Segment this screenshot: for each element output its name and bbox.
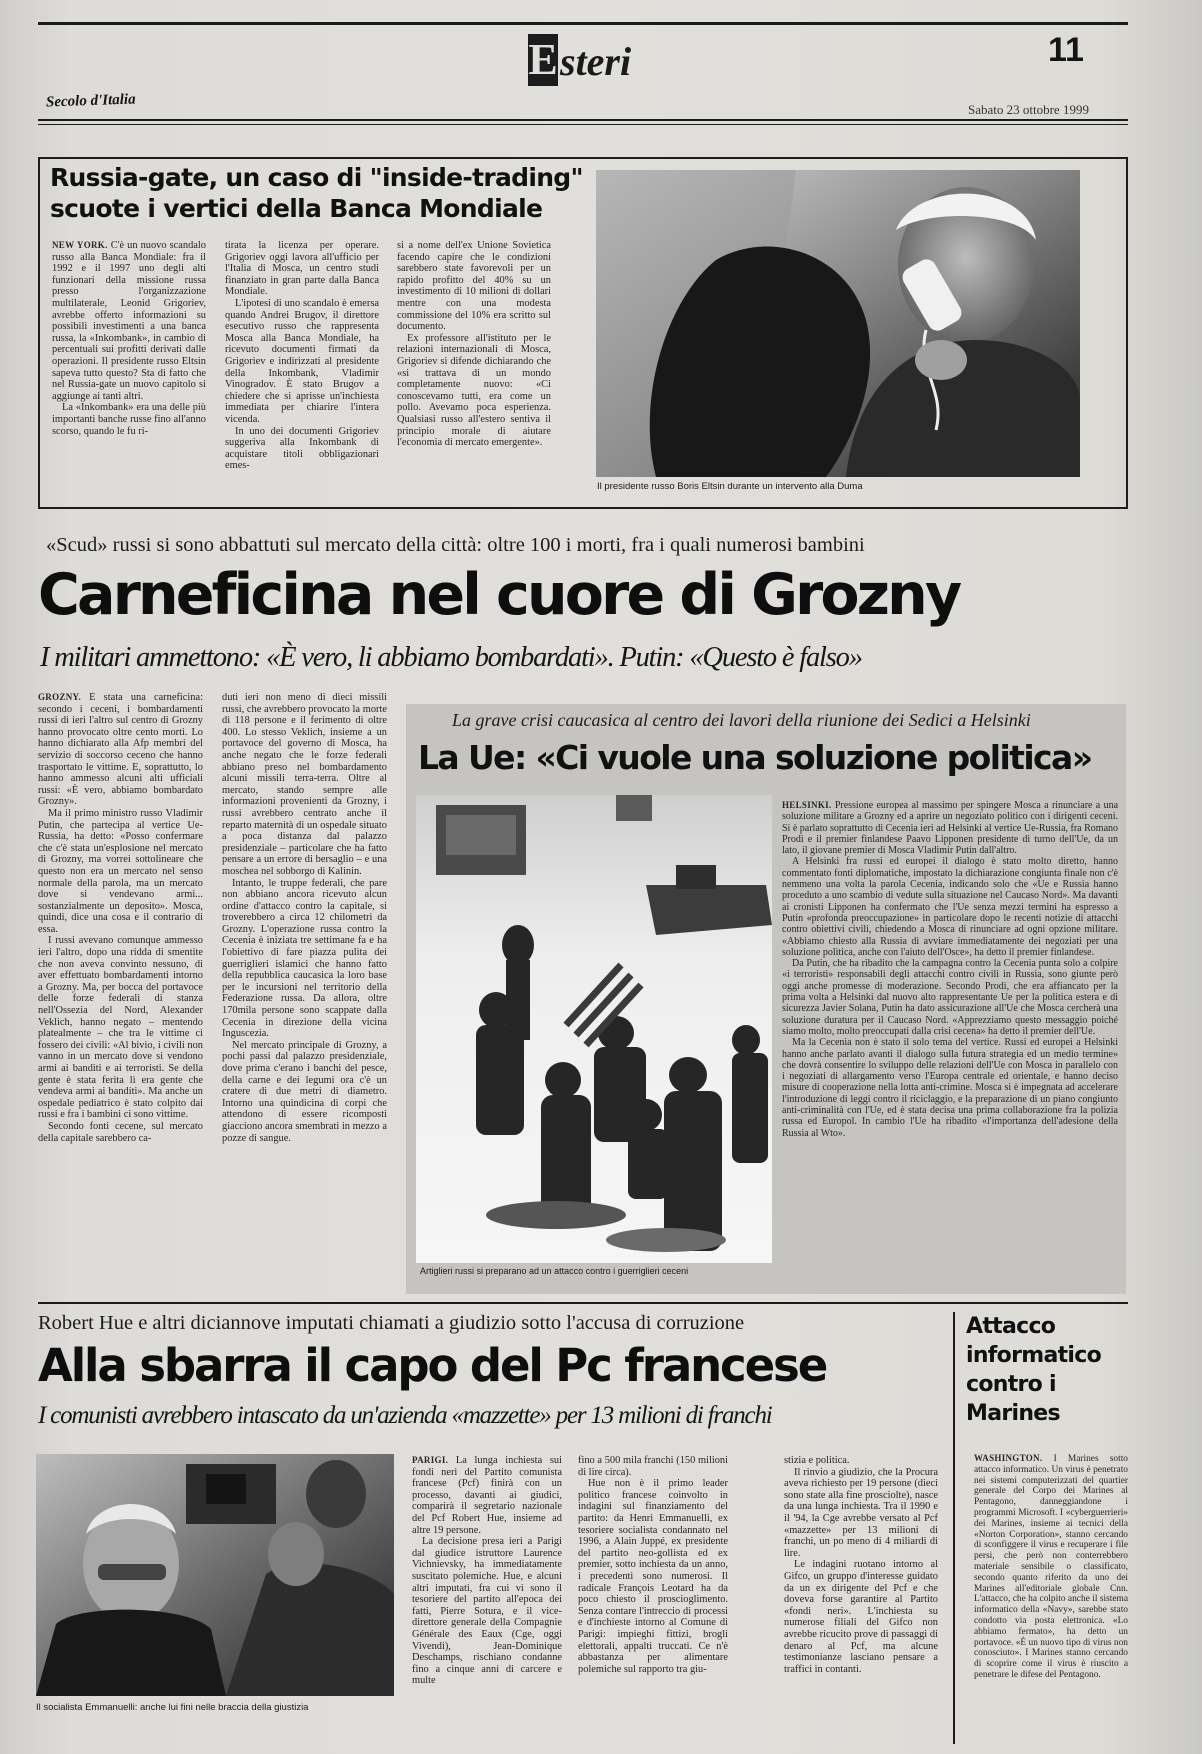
helsinki-body: HELSINKI. Pressione europea al massimo per spingere Mosca a rinunciare a una soluzione militare a Grozny ed a aprire un negoziato politico con i dirigenti ceceni. Si è parlato soprattutto di Cecenia ieri ad Helsinki al vertice Ue-Russia, fra Romano Prodi e il premier finlandese Paavo Lipponen presidente di turno dell'Ue, da un lato, il giovane premier di Mosca Vladimir Putin dall'altro. A Helsinki fra russi ed europei il dialogo è stato molto diretto, hanno commentato fonti diplomatiche, impostato la dichiarazione congiunta finale non c'è nemmeno una volta la parola Cecenia, indicando solo che «Ue e Russia hanno proceduto a uno scambio di vedute sulla situazione nel Caucaso Nord». Ma davanti ai cronisti Lipponen ha confermato che l'Ue senza mezzi termini ha espresso a Putin «profonda preoccupazione» in particolare dopo le recenti notizie di attacchi contro obiettivi civili, chiedendo a Mosca di rinunciare ad ogni opzione militare. «Abbiamo chiesto alla Russia di avviare immediatamente dei negoziati per una soluzione politica, anche con l'aiuto dell'Osce», ha detto il premier finlandese. Da Putin, che ha ribadito che la campagna contro la Cecenia punta solo a colpire «i terroristi» responsabili degli attacchi contro civili in Russia, sono giunte però oggi anche promesse di moderazione. Secondo Prodi, che era affiancato per la prima volta a Helsinki dal nuovo alto rappresentante Ue per la politica estera e di sicurezza Javier Solana, Putin ha dato assicurazione all'Ue che Mosca cercherà una soluzione duratura per il Caucaso Nord. «Apprezziamo questo messaggio poiché siamo molto, molto preoccupati dalla crisi cecena» ha detto il premier dell'Ue. Ma la Cecenia non è stato il solo tema del vertice. Russi ed europei a Helsinki hanno anche parlato avanti il dialogo sulla futura strategia ed un medio termine» che dovrà consentire lo sviluppo delle relazioni dell'Ue con Mosca in parallelo con i negoziati di allargamento verso l'Europa centrale ed orientale, e hanno deciso misure di cooperazione nella lotta anti-crimine. Mosca si è impegnata ad accelerare l'introduzione di leggi contro il riciclaggio, e la preparazione di un piano congiunto anti-criminalità con l'Ue, ed è stata decisa una prima collaborazione fra la polizia russa ed Europol. In cambio l'Ue ha ribadito «l'importanza dell'adesione della Russia al Wto».: [782, 800, 1118, 1139]
eltsin-photo-caption: Il presidente russo Boris Eltsin durante un intervento alla Duma: [597, 481, 863, 492]
russiagate-col-2: tirata la licenza per operare. Grigoriev oggi lavora all'ufficio per l'Italia di Mosca, un centro studi finanziato in gran parte dalla Banca Mondiale. L'ipotesi di uno scandalo è emersa quando Andrei Brugov, il direttore esecutivo russo che rappresenta Mosca alla Banca Mondiale, ha ricevuto documenti firmati da Grigoriev e indirizzati al presidente della Inkombank, Vladimir Vinogradov. È stato Brugov a chiedere che si aprisse un'inchiesta immediata per chiarire l'intera vicenda. In uno dei documenti Grigoriev suggeriva alla Inkombank di acquistare titoli obbligazionari emes-: [225, 240, 379, 472]
dateline: WASHINGTON.: [974, 1453, 1043, 1463]
page-number: 11: [1048, 31, 1084, 69]
section-initial: E: [528, 35, 558, 84]
pcf-col-2: fino a 500 mila franchi (150 milioni di lire circa). Hue non è il primo leader politico francese coinvolto in indagini sul finanziamento del partito: da Henri Emmanuelli, ex tesoriere socialista condannato nel 1996, a Alain Juppé, ex presidente del partito neo-gollista ed ex premier, sotto inchiesta da un anno, i precedenti sono numerosi. Il radicale François Leotard ha da poco chiesto il proscioglimento. Senza contare l'intreccio di processi e d'inchieste intorno al Comune di Parigi: impieghi fittizi, brogli elettorali, appalti truccati. Ce n'è abbastanza per alimentare polemiche sul rapporto tra giu-: [578, 1455, 728, 1675]
top-rule: [38, 22, 1128, 25]
header-rule: [38, 119, 1128, 121]
pcf-col-3: stizia e politica. Il rinvio a giudizio, che la Procura aveva richiesto per 19 persone (dieci sono state alla fine prosciolte), nasce da una lunga inchiesta. Tra il 1990 e il '94, la Cge avrebbe versato al Pcf «mazzette» per 13 milioni di franchi, un po meno di 4 miliardi di lire. Le indagini ruotano intorno al Gifco, un gruppo d'interesse guidato da un ex dirigente del Pcf e che doveva forse garantire al Partito «fondi neri». L'inchiesta su numerose filiali del Gifco non avrebbe ricucito prove di passaggi di denaro al Pcf, ma alcune testimonianze lasciano pensare a traffici in contanti.: [784, 1455, 938, 1675]
helsinki-kicker: La grave crisi caucasica al centro dei lavori della riunione dei Sedici a Helsinki: [452, 710, 1031, 730]
artillery-photo: [416, 795, 772, 1263]
dateline: GROZNY.: [38, 692, 82, 702]
dateline: HELSINKI.: [782, 800, 832, 810]
emmanuelli-photo-image: [36, 1454, 394, 1696]
header-rule-thin: [38, 124, 1128, 125]
section-initial-box: [528, 34, 558, 86]
grozny-kicker: «Scud» russi si sono abbattuti sul mercato della città: oltre 100 i morti, fra i quali numerosi bambini: [46, 534, 865, 556]
section-title: steri: [560, 39, 632, 84]
emmanuelli-photo: [36, 1454, 394, 1696]
russiagate-headline: [50, 162, 590, 224]
russiagate-col-1: NEW YORK. C'è un nuovo scandalo russo alla Banca Mondiale: fra il 1992 e il 1997 uno degli alti funzionari della missione russa presso l'organizzazione multilaterale, Leonid Grigoriev, avrebbe offerto informazioni su possibili investimenti a una banca russa, la «Inkombank», in cambio di percentuali sui profitti derivati dalle operazioni. Il presidente russo Eltsin sapeva tutto questo? Sta di fatto che nel Russia-gate un nuovo capitolo si aggiunge ai tanti altri. La «Inkombank» era una delle più importanti banche russe fino all'anno scorso, quando le fu ri-: [52, 240, 206, 437]
emmanuelli-photo-caption: Il socialista Emmanuelli: anche lui fini nelle braccia della giustizia: [36, 1702, 309, 1713]
russiagate-headline-line2: scuote i vertici della Banca Mondiale: [50, 194, 543, 223]
grozny-subhead: I militari ammettono: «È vero, li abbiamo bombardati». Putin: «Questo è falso»: [40, 642, 862, 673]
russiagate-col-3: si a nome dell'ex Unione Sovietica facendo capire che le condizioni sarebbero state favorevoli per un rapido profitto del 40% su un investimento di 10 milioni di dollari mentre con una modesta commissione del 10% era scritto sul documento. Ex professore all'istituto per le relazioni internazionali di Mosca, Grigoriev si difende dichiarando che «si trattava di un mondo completamente nuovo: «Ci conoscevamo tutti, era come un pollo. Avevamo poca esperienza. Qualsiasi russo all'estero sentiva il principio morale di aiutare l'economia di mercato emergente».: [397, 240, 551, 449]
russiagate-headline-line1: Russia-gate, un caso di "inside-trading": [50, 163, 583, 192]
grozny-col-2: duti ieri non meno di dieci missili russi, che avrebbero provocato la morte di 118 persone e il ferimento di oltre 400. Lo stesso Veklich, insieme a un portavoce del governo di Mosca, ha anche negato che le forze federali abbiano preso nel bombardamento alcuni missili terra-terra. Oltre al mercato, stando sempre alle informazioni provenienti da Grozny, i russi avrebbero centrato anche il reparto maternità di un ospedale situato a poca distanza dal palazzo presidenziale – particolare che ha fatto pensare a un errore di bersaglio – e una moschea nel sobborgo di Kalinin. Intanto, le truppe federali, che pare non abbiano ancora ricevuto alcun ordine d'attacco contro la capitale, si troverebbero a circa 12 chilometri da Grozny. L'operazione russa contro la Cecenia è iniziata tre settimane fa e ha l'obiettivo di fare piazza pulita dei guerriglieri islamici che hanno fatto della repubblica caucasica la loro base per le incursioni nel territorio della Federazione russa. Da allora, oltre 170mila persone sono scappate dalla Cecenia in direzione della vicina Inguscezia. Nel mercato principale di Grozny, a pochi passi dal palazzo presidenziale, dove prima c'erano i banchi del pesce, della carne e dei legumi ora c'è un cratere di due metri di diametro. Intorno una quindicina di corpi che attendono di essere ricomposti giacciono ancora smembrati in mezzo a pozze di sangue.: [222, 692, 387, 1144]
pcf-headline: Alla sbarra il capo del Pc francese: [38, 1339, 827, 1392]
sidebar-rule: [953, 1312, 955, 1744]
pcf-subhead: I comunisti avrebbero intascato da un'azienda «mazzette» per 13 milioni di franchi: [38, 1402, 772, 1429]
artillery-photo-image: [416, 795, 772, 1263]
eltsin-photo: [596, 170, 1080, 477]
eltsin-photo-image: [596, 170, 1080, 477]
helsinki-headline: La Ue: «Ci vuole una soluzione politica»: [418, 738, 1092, 777]
issue-date: Sabato 23 ottobre 1999: [968, 102, 1089, 117]
pcf-col-1: PARIGI. La lunga inchiesta sui fondi neri del Partito comunista francese (Pcf) finirà con un processo, davanti ai giudici, comparirà il segretario nazionale del Pcf Robert Hue, insieme ad altre 19 persone. La decisione presa ieri a Parigi dal giudice istruttore Laurence Vichnievsky, ha immediatamente suscitato polemiche. Hue, e alcuni altri imputati, fra cui vi sono il tesoriere del partito all'epoca dei fatti, Pierre Sotura, e il vice-direttore generale della Compagnie Générale des Eaux (Cge, oggi Vivendi), Jean-Dominique Deschamps, rischiano condanne fino a cinque anni di carcere e multe: [412, 1455, 562, 1687]
dateline: PARIGI.: [412, 1455, 449, 1465]
pcf-kicker: Robert Hue e altri diciannove imputati chiamati a giudizio sotto l'accusa di corruzione: [38, 1312, 745, 1334]
artillery-photo-caption: Artiglieri russi si preparano ad un attacco contro i guerriglieri ceceni: [420, 1266, 689, 1276]
marines-headline: Attacco informatico contro i Marines: [966, 1314, 1102, 1426]
dateline: NEW YORK.: [52, 240, 108, 250]
grozny-col-1: GROZNY. È stata una carneficina: secondo i ceceni, i bombardamenti russi di ieri l'altro sul centro di Grozny hanno provocato oltre cento morti. Lo hanno dichiarato alla Afp membri del servizio di soccorso ceceno che hanno trasportato le vittime. E, soprattutto, lo hanno ammesso alcuni alti ufficiali russi: «È vero, abbiamo bombardato Grozny». Ma il primo ministro russo Vladimir Putin, che partecipa al vertice Ue-Russia, ha detto: «Posso confermare che c'è stata un'esplosione nel mercato di Grozny, ma vorrei sottolineare che questo non era un mercato nel senso normale della parola, ma un mercato dove si vendevano armi... sostanzialmente un deposito». Mosca, quindi, dice una cosa e il contrario di essa. I russi avevano comunque ammesso ieri l'altro, dopo una ridda di smentite che non aveva convinto nessuno, di aver effettuato bombardamenti intorno a Grozny. Ma, per bocca del portavoce delle forze federali di stanza nell'Ossezia del Nord, Alexander Veklich, hanno negato – mentendo platealmente – che tra le vittime ci fossero dei civili: «Al bivio, i civili non vanno in un mercato dove si vendono armi ai banditi e ai terroristi. Se della gente è stata ferita lì era gente che vendeva armi ai banditi». Ma anche un ospedale pediatrico è stato colpito dai russi e fra i bambini ci sono vittime. Secondo fonti cecene, sul mercato della capitale sarebbero ca-: [38, 692, 203, 1144]
masthead-logo: Secolo d'Italia: [45, 91, 136, 111]
section-rule: [38, 1302, 1128, 1304]
grozny-headline: Carneficina nel cuore di Grozny: [38, 562, 960, 628]
marines-body: WASHINGTON. I Marines sotto attacco informatico. Un virus è penetrato nei sistemi computerizzati del quartier generale del Corpo dei Marines al Pentagono, danneggiandone i programmi Microsoft. I «cyberguerrieri» dei Marines, insieme ai tecnici della «Norton Corporation», stanno cercando di sconfiggere il virus e recuperare i file persi, che però non conterrebbero materiale sensibile o classificato, secondo quanto riferito da uno dei Marines all'editoriale globale Cnn. L'attacco, che ha colpito anche il sistema informatico della «Navy», sarebbe stato condotto via posta elettronica. «Lo abbiamo fermato», ha detto un portavoce. «È un nuovo tipo di virus non conosciuto». I Marines stanno cercando di scoprire come il virus è riuscito a penetrare le difese del Pentagono.: [974, 1453, 1128, 1680]
